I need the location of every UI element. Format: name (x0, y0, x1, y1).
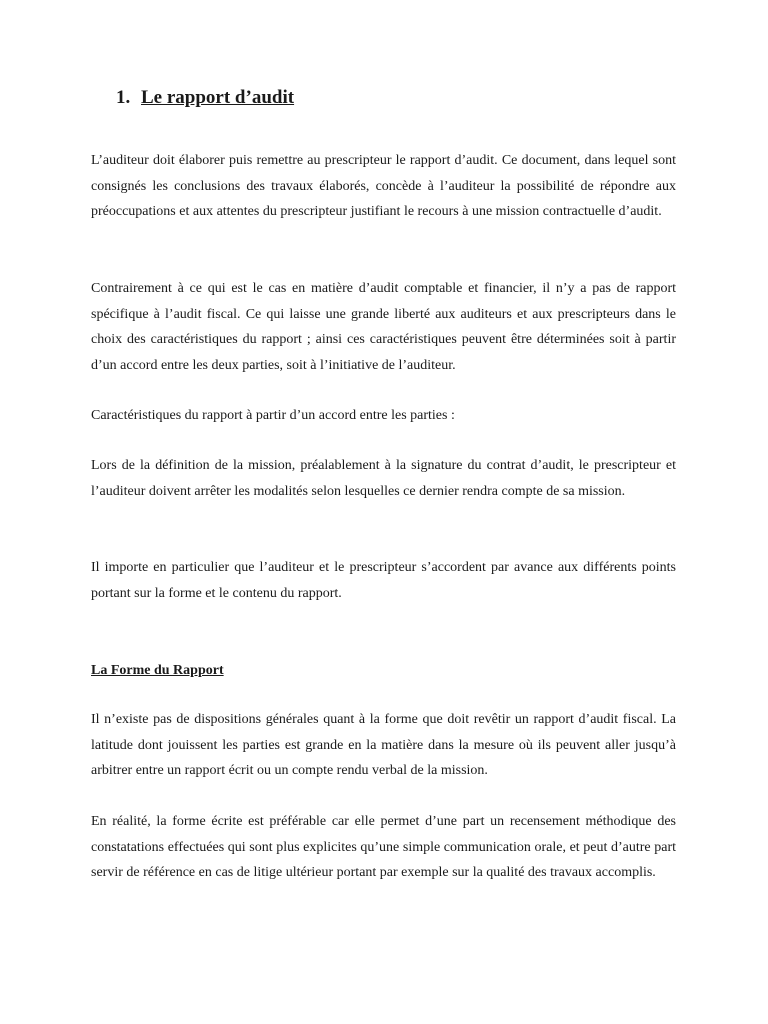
title-text: Le rapport d’audit (141, 87, 295, 108)
paragraph-no-specific-report: Contrairement à ce qui est le cas en matière d’audit comptable et financier, il n’y a pas de rapport spécifique à l’audit fiscal. Ce qui laisse une grande liberté aux auditeurs et aux prescripteurs dans le choix des caractéristiques du rapport ; ainsi ces caractéristiques peuvent être déterminées soit à partir d’un accord entre les deux parties, soit à l’initiative de l’auditeur. (91, 281, 676, 374)
section-heading-forme: La Forme du Rapport (91, 663, 224, 678)
paragraph-intro: L’auditeur doit élaborer puis remettre au prescripteur le rapport d’audit. Ce document, dans lequel sont consignés les conclusions des travaux élaborés, concède à l’auditeur la possibilité de répondre aux préoccupations et aux attentes du prescripteur justifiant le recours à une mission contractuelle d’audit. (91, 153, 676, 220)
page-title (116, 84, 294, 112)
paragraph-no-general-provisions: Il n’existe pas de dispositions générales quant à la forme que doit revêtir un rapport d’audit fiscal. La latitude dont jouissent les parties est grande en la matière dans la mesure où ils peuvent aller jusqu’à arbitrer entre un rapport écrit ou un compte rendu verbal de la mission. (91, 712, 676, 779)
paragraph-written-form: En réalité, la forme écrite est préférable car elle permet d’une part un recensement méthodique des constatations effectuées qui sont plus explicites qu’une simple communication orale, et peut d’autre part servir de référence en cas de litige ultérieur portant par exemple sur la qualité des travaux accomplis. (91, 814, 676, 881)
paragraph-mission-definition: Lors de la définition de la mission, préalablement à la signature du contrat d’audit, le prescripteur et l’auditeur doivent arrêter les modalités selon lesquelles ce dernier rendra compte de sa mission. (91, 458, 676, 499)
title-number: 1. (116, 87, 131, 108)
paragraph-agreement: Il importe en particulier que l’auditeur et le prescripteur s’accordent par avance aux différents points portant sur la forme et le contenu du rapport. (91, 560, 676, 601)
paragraph-characteristics-label: Caractéristiques du rapport à partir d’un accord entre les parties : (91, 408, 455, 423)
